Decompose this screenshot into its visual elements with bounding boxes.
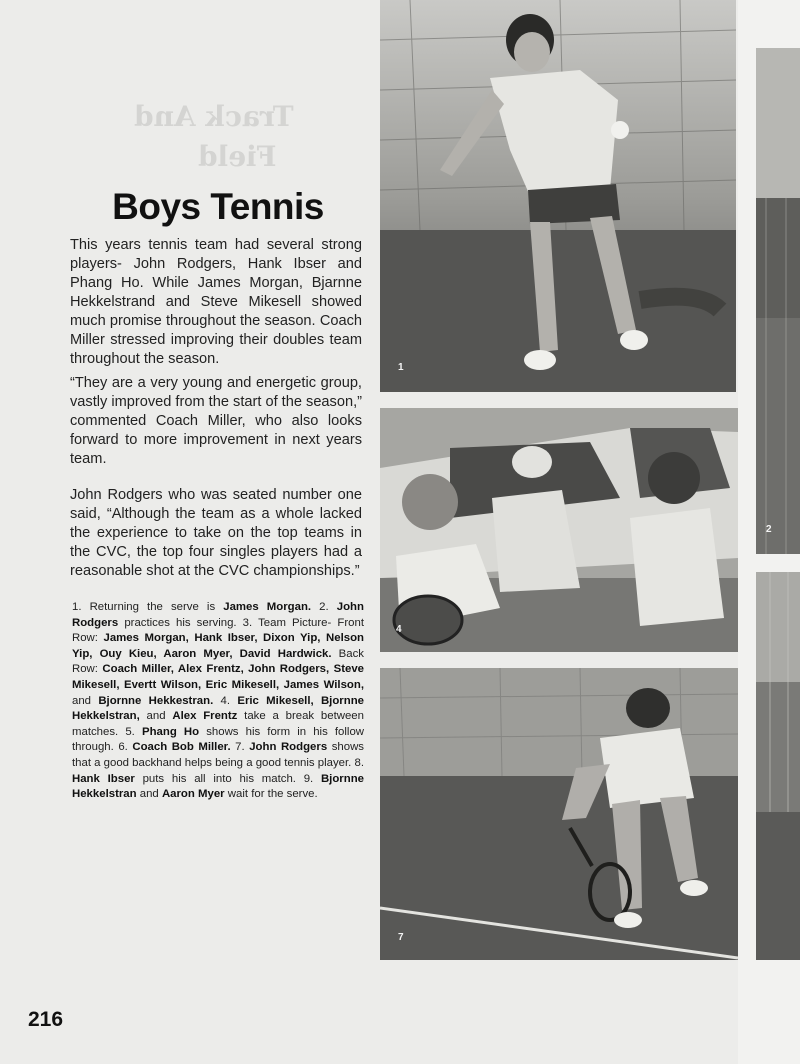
caption-text: shows his form in his follow through. 6. bbox=[72, 725, 365, 754]
caption-text: and bbox=[72, 694, 99, 707]
caption-text: practices his serving. 3. Team Picture- Front Row: bbox=[72, 616, 364, 645]
body-paragraph-2: “They are a very young and energetic group, vastly improved from the start of the season,” commented Coach Miller, who also looks forward to more improvement in next years team. bbox=[70, 375, 362, 467]
body-paragraph-1: This years tennis team had several strong players- John Rodgers, Hank Ibser and Phang Ho. While James Morgan, Bjarnne Hekkelstrand and Steve Mikesell showed much promise throughout the season. Coach Miller stressed improving their doubles team throughout the season. bbox=[70, 237, 362, 367]
caption-name: Eric Mikesell, Bjornne Hekkelstran, bbox=[72, 694, 364, 723]
photo-edge-lower bbox=[756, 572, 800, 960]
caption-name: Alex Frentz bbox=[172, 710, 238, 723]
caption-text: 4. bbox=[213, 694, 238, 707]
caption-text: and bbox=[139, 710, 173, 723]
caption-text: 7. bbox=[230, 741, 250, 754]
caption-name: Coach Bob Miller. bbox=[132, 741, 231, 754]
body-paragraph-3: John Rodgers who was seated number one said, “Although the team as a whole lacked the experience to take on the top teams in the CVC, the top four singles players had a reasonable shot at the CVC championships.” bbox=[70, 487, 362, 579]
caption-name: John Rodgers bbox=[72, 601, 364, 629]
caption-name: Aaron Myer bbox=[161, 788, 225, 801]
bleed-through-text: Track And bbox=[134, 100, 294, 133]
caption-text: Back Row: bbox=[72, 647, 364, 676]
photo-number: 1 bbox=[398, 362, 404, 373]
caption-name: Bjornne Hekkelstran bbox=[72, 772, 364, 801]
page-number: 216 bbox=[28, 1008, 64, 1031]
caption-name: James Morgan, Hank Ibser, Dixon Yip, Nelson Yip, Ouy Kieu, Aaron Myer, David Hardwick. bbox=[72, 632, 364, 660]
caption-text: take a break between matches. 5. bbox=[72, 710, 364, 738]
caption-name: Coach Miller, Alex Frentz, John Rodgers, Steve Mikesell, Evertt Wilson, Eric Mikesell, James Wilson, bbox=[72, 663, 365, 691]
caption-text: shows that a good backhand helps being a good tennis player. 8. bbox=[72, 741, 364, 769]
photo-7-backhand bbox=[380, 668, 738, 960]
photo-number: 2 bbox=[766, 524, 772, 535]
photo-4-players-on-break bbox=[380, 408, 738, 652]
caption-text: wait for the serve. bbox=[224, 788, 318, 801]
caption-name: John Rodgers bbox=[249, 741, 328, 754]
page-title: Boys Tennis bbox=[112, 186, 324, 227]
bleed-through-text: Field bbox=[198, 140, 277, 173]
photo-number: 4 bbox=[396, 624, 402, 635]
caption-text: 2. bbox=[311, 601, 337, 613]
caption-name: Phang Ho bbox=[141, 725, 200, 738]
caption-text: 1. Returning the serve is bbox=[72, 601, 224, 613]
caption-name: Bjornne Hekkestran. bbox=[98, 694, 214, 707]
photo-1-player-returning-serve bbox=[380, 0, 736, 392]
caption-name: Hank Ibser bbox=[72, 772, 135, 785]
caption-text: and bbox=[136, 788, 162, 801]
photo-captions bbox=[72, 600, 364, 803]
photo-number: 7 bbox=[398, 932, 404, 943]
caption-text: puts his all into his match. 9. bbox=[134, 772, 321, 785]
photo-2-edge bbox=[756, 48, 800, 554]
caption-name: James Morgan. bbox=[223, 601, 312, 613]
